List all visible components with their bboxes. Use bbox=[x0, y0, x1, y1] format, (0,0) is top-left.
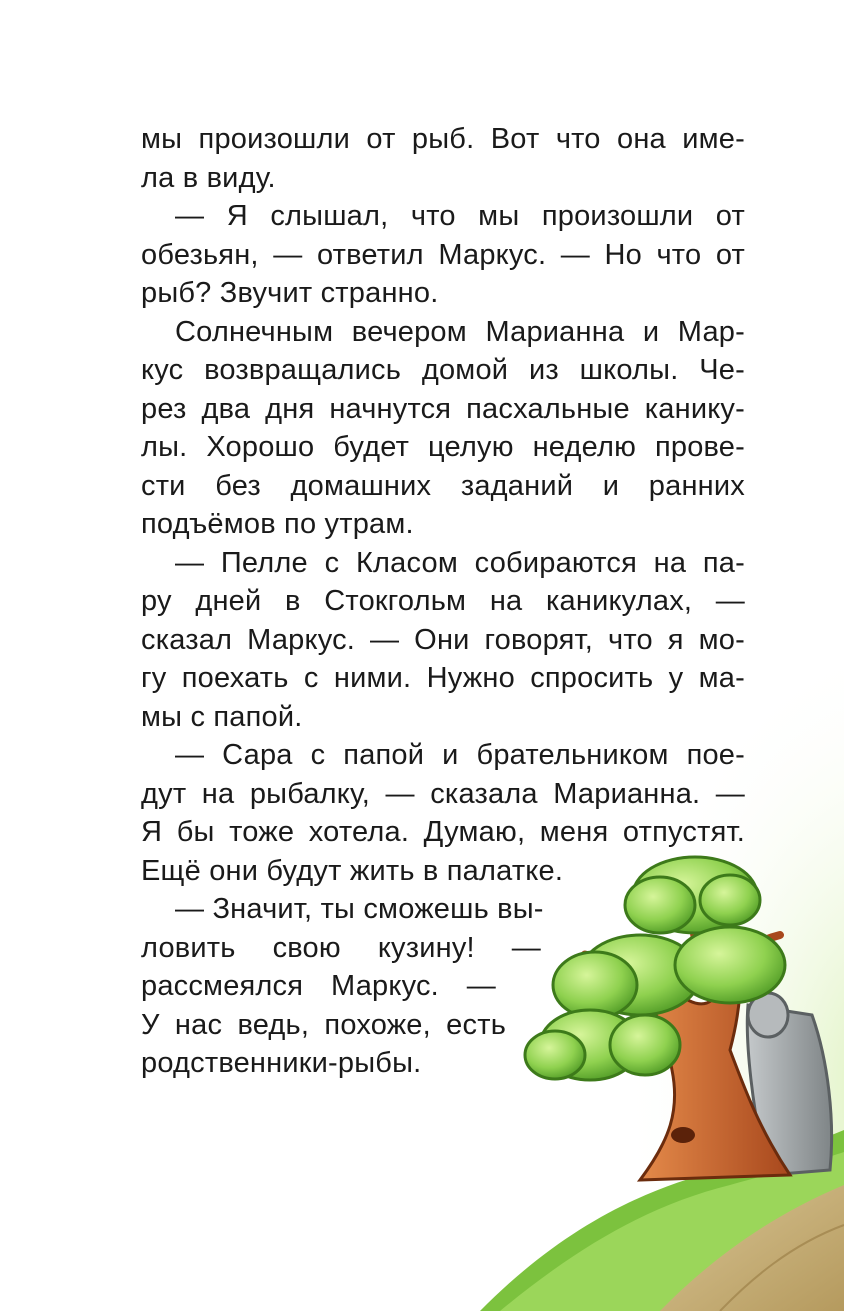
text-line: рыб? Звучит странно. bbox=[141, 277, 439, 309]
text-line: Я бы тоже хотела. Думаю, меня отпустят. bbox=[141, 816, 745, 848]
text-line: обезьян, — ответил Маркус. — Но что от bbox=[141, 238, 745, 271]
text-line: подъёмов по утрам. bbox=[141, 508, 414, 540]
text-line: Ещё они будут жить в палатке. bbox=[141, 854, 564, 887]
text-line: У нас ведь, похоже, есть bbox=[141, 1008, 506, 1041]
text-line: сказал Маркус. — Они говорят, что я мо- bbox=[141, 623, 745, 656]
text-line: дут на рыбалку, — сказала Марианна. — bbox=[141, 777, 745, 810]
text-line: мы с папой. bbox=[141, 700, 303, 733]
text-line: Солнечным вечером Марианна и Мар- bbox=[175, 315, 745, 348]
text-line: мы произошли от рыб. Вот что она име- bbox=[141, 123, 745, 155]
text-line: родственники-рыбы. bbox=[141, 1047, 422, 1079]
text-line: — Сара с папой и брательником пое- bbox=[175, 739, 745, 771]
text-line: рез два дня начнутся пасхальные канику- bbox=[141, 392, 745, 425]
text-line: кус возвращались домой из школы. Че- bbox=[141, 354, 745, 386]
text-line: гу поехать с ними. Нужно спросить у ма- bbox=[141, 662, 745, 694]
text-line: — Пелле с Класом собираются на па- bbox=[175, 546, 745, 579]
text-line: — Я слышал, что мы произошли от bbox=[175, 200, 745, 232]
text-line: лы. Хорошо будет целую неделю прове- bbox=[141, 431, 745, 463]
text-line: ру дней в Стокгольм на каникулах, — bbox=[141, 585, 745, 617]
text-line: ла в виду. bbox=[141, 161, 276, 194]
text-line: сти без домашних заданий и ранних bbox=[141, 469, 745, 502]
text-line: рассмеялся Маркус. — bbox=[141, 970, 496, 1002]
text-line: ловить свою кузину! — bbox=[141, 931, 541, 964]
story-text bbox=[141, 120, 745, 1083]
text-line: — Значит, ты сможешь вы- bbox=[175, 893, 544, 925]
